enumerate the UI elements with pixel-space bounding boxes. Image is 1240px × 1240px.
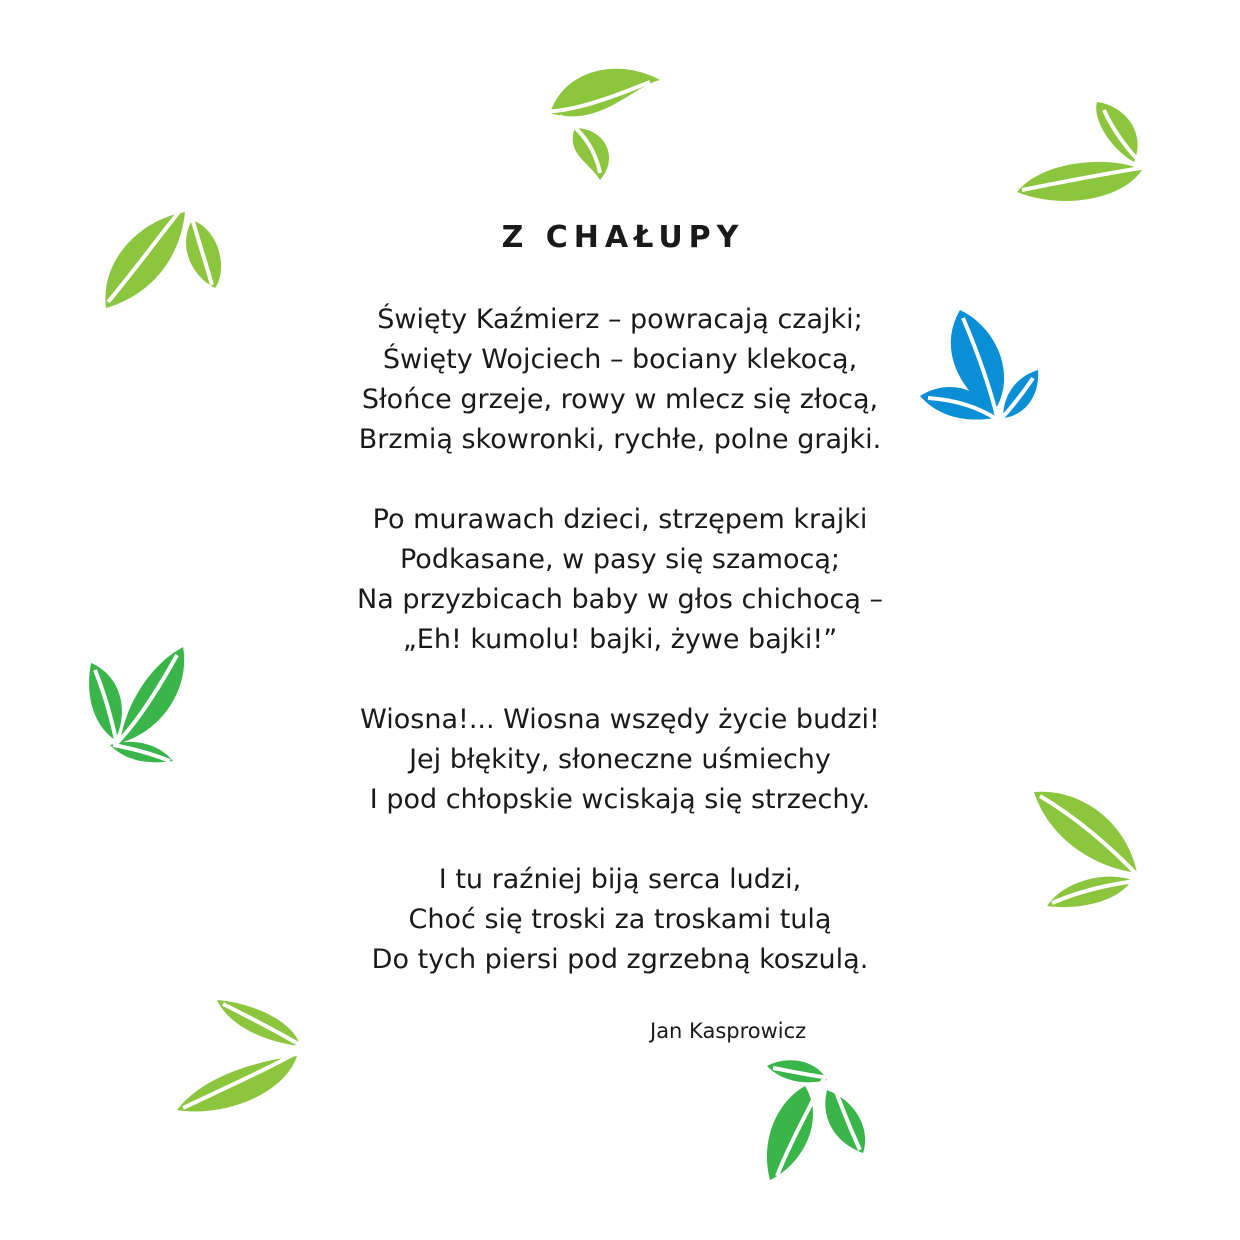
poem-line: Podkasane, w pasy się szamocą; [399, 544, 840, 575]
stanza [0, 860, 1240, 980]
poem-line: Święty Kaźmierz – powracają czajki; [377, 304, 863, 335]
poem-line: Na przyzbicach baby w głos chichocą – [357, 584, 883, 615]
poem-line: „Eh! kumolu! bajki, żywe bajki!” [402, 624, 838, 655]
leaf-sprig-icon [765, 1058, 870, 1183]
poem-line: Słońce grzeje, rowy w mlecz się złocą, [361, 384, 879, 415]
poem-line: I pod chłopskie wciskają się strzechy. [369, 784, 871, 815]
poem-title: Z CHAŁUPY [501, 220, 745, 255]
poem-author: Jan Kasprowicz [650, 1019, 807, 1043]
poem-line: Wiosna!... Wiosna wszędy życie budzi! [360, 704, 880, 735]
leaf-sprig-icon [520, 58, 665, 183]
stanza [0, 700, 1240, 820]
poem-line: Brzmią skowronki, rychłe, polne grajki. [358, 424, 882, 455]
poem-line: Choć się troski za troskami tulą [408, 904, 832, 935]
poem-line: Jej błękity, słoneczne uśmiechy [409, 744, 831, 775]
poem-line: Do tych piersi pod zgrzebną koszulą. [371, 944, 869, 975]
stanza [0, 300, 1240, 460]
leaf-sprig-icon [1012, 100, 1157, 205]
stanza [0, 500, 1240, 660]
poem-line: Po murawach dzieci, strzępem krajki [372, 504, 868, 535]
poem-body [0, 300, 1240, 1020]
poem-line: I tu raźniej biją serca ludzi, [438, 864, 802, 895]
poem-line: Święty Wojciech – bociany klekocą, [382, 344, 858, 375]
